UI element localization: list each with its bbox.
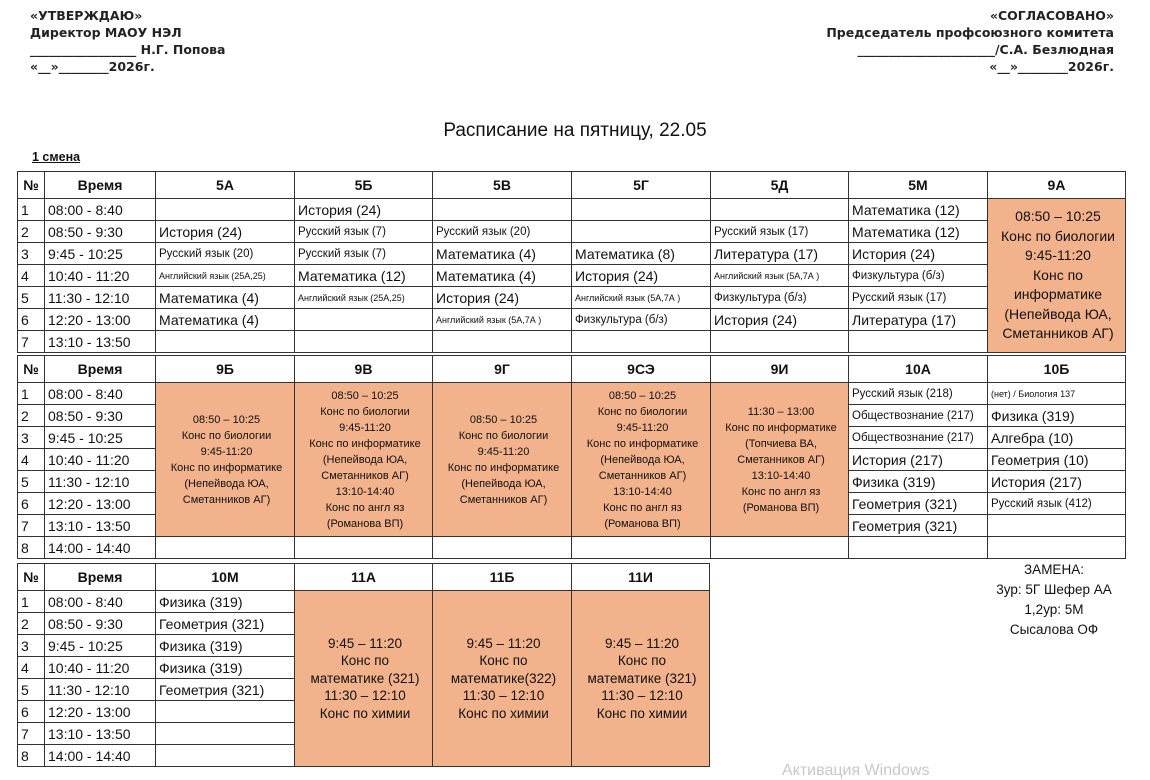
header-class: 5В — [433, 172, 572, 199]
lesson-cell: Русский язык (17) — [849, 287, 988, 309]
approve-title: «УТВЕРЖДАЮ» — [30, 8, 143, 23]
lesson-number: 4 — [18, 449, 45, 471]
lesson-cell: Русский язык (17) — [711, 221, 849, 243]
consultation-text: 9:45 – 11:20 Конс по математике (321) 11:30 – 12:10 Конс по химии — [587, 635, 697, 721]
lesson-cell: Физкультура (б/з) — [711, 287, 849, 309]
lesson-cell: История (24) — [711, 309, 849, 331]
lesson-time: 08:00 - 8:40 — [45, 591, 156, 613]
lesson-cell: Геометрия (10) — [988, 449, 1126, 471]
lesson-number: 6 — [18, 493, 45, 515]
lesson-cell — [156, 723, 295, 745]
lesson-cell: Математика (8) — [572, 243, 711, 265]
consultation-block-11i — [572, 591, 710, 767]
lesson-cell: Литература (17) — [849, 309, 988, 331]
lesson-time: 9:45 - 10:25 — [45, 427, 156, 449]
table-header-row — [18, 564, 710, 591]
lesson-cell: Русский язык (7) — [295, 221, 433, 243]
table-row — [18, 221, 1126, 243]
lesson-number: 5 — [18, 287, 45, 309]
lesson-cell: История (217) — [988, 471, 1126, 493]
consultation-text: 08:50 – 10:25 Конс по биологии 9:45-11:20 Конс по информатике (Непейвода ЮА, Сметанников АГ) — [170, 413, 283, 506]
replacement-line: 3ур: 5Г Шефер АА — [996, 582, 1112, 597]
lesson-number: 3 — [18, 427, 45, 449]
agree-title: «СОГЛАСОВАНО» — [989, 8, 1114, 23]
lesson-cell — [711, 199, 849, 221]
lesson-cell: История (217) — [849, 449, 988, 471]
lesson-number: 8 — [18, 537, 45, 559]
lesson-number: 4 — [18, 657, 45, 679]
consultation-block-9b — [156, 383, 295, 537]
lesson-time: 11:30 - 12:10 — [45, 679, 156, 701]
header-num: № — [18, 564, 45, 591]
lesson-cell: История (24) — [433, 287, 572, 309]
agree-block — [826, 7, 1114, 75]
lesson-number: 3 — [18, 243, 45, 265]
lesson-number: 5 — [18, 679, 45, 701]
lesson-cell: Физика (319) — [156, 591, 295, 613]
header-class: 10М — [156, 564, 295, 591]
lesson-time: 14:00 - 14:40 — [45, 537, 156, 559]
lesson-time: 9:45 - 10:25 — [45, 243, 156, 265]
consultation-text: 9:45 – 11:20 Конс по математике(322) 11:30 – 12:10 Конс по химии — [450, 635, 557, 721]
lesson-time: 08:50 - 9:30 — [45, 405, 156, 427]
lesson-time: 12:20 - 13:00 — [45, 493, 156, 515]
lesson-time: 10:40 - 11:20 — [45, 657, 156, 679]
header-num: № — [18, 172, 45, 199]
lesson-cell — [156, 331, 295, 353]
lesson-cell: Физика (319) — [156, 635, 295, 657]
table-row — [18, 265, 1126, 287]
table-row — [18, 331, 1126, 353]
lesson-cell: Математика (12) — [849, 221, 988, 243]
schedule-table-1 — [17, 171, 1126, 353]
lesson-cell: Русский язык (20) — [433, 221, 572, 243]
lesson-time: 13:10 - 13:50 — [45, 723, 156, 745]
lesson-cell: Математика (4) — [156, 287, 295, 309]
lesson-cell: Геометрия (321) — [156, 613, 295, 635]
table-header-row — [18, 172, 1126, 199]
lesson-number: 7 — [18, 515, 45, 537]
lesson-time: 10:40 - 11:20 — [45, 449, 156, 471]
activation-watermark: Активация Windows — [782, 762, 930, 779]
lesson-time: 12:20 - 13:00 — [45, 309, 156, 331]
lesson-time: 12:20 - 13:00 — [45, 701, 156, 723]
lesson-time: 13:10 - 13:50 — [45, 515, 156, 537]
consultation-block-9i — [711, 383, 849, 537]
lesson-cell — [156, 199, 295, 221]
header-class: 5А — [156, 172, 295, 199]
lesson-number: 2 — [18, 405, 45, 427]
lesson-number: 5 — [18, 471, 45, 493]
lesson-cell — [433, 537, 572, 559]
lesson-cell: Физкультура (б/з) — [849, 265, 988, 287]
lesson-cell — [988, 515, 1126, 537]
lesson-cell — [295, 537, 433, 559]
lesson-time: 08:50 - 9:30 — [45, 221, 156, 243]
header-class: 10Б — [988, 356, 1126, 383]
header-class: 5Б — [295, 172, 433, 199]
lesson-cell — [295, 331, 433, 353]
schedule-table-2 — [17, 355, 1126, 559]
lesson-cell: Обществознание (217) — [849, 427, 988, 449]
lesson-cell — [711, 331, 849, 353]
agree-date: «__»________2026г. — [989, 59, 1114, 74]
table-row — [18, 243, 1126, 265]
lesson-time: 9:45 - 10:25 — [45, 635, 156, 657]
replacement-title: ЗАМЕНА: — [1024, 562, 1084, 577]
lesson-cell — [433, 331, 572, 353]
table-row — [18, 287, 1126, 309]
consultation-block-11a — [295, 591, 433, 767]
consultation-block-9se — [572, 383, 711, 537]
lesson-number: 7 — [18, 331, 45, 353]
consultation-block-9a — [988, 199, 1126, 353]
lesson-number: 4 — [18, 265, 45, 287]
approve-date: «__»________2026г. — [30, 59, 155, 74]
shift-label: 1 смена — [32, 150, 81, 164]
lesson-cell: Английский язык (5А,7А ) — [572, 287, 711, 309]
agree-position: Председатель профсоюзного комитета — [826, 25, 1114, 40]
header-class: 5Г — [572, 172, 711, 199]
header-time: Время — [45, 564, 156, 591]
lesson-cell: Физика (319) — [988, 405, 1126, 427]
lesson-cell: Русский язык (20) — [156, 243, 295, 265]
lesson-cell: Алгебра (10) — [988, 427, 1126, 449]
table-row — [18, 309, 1126, 331]
lesson-number: 3 — [18, 635, 45, 657]
header-class: 10А — [849, 356, 988, 383]
lesson-number: 1 — [18, 591, 45, 613]
lesson-cell: (нет) / Биология 137 — [988, 383, 1126, 405]
lesson-cell: Физкультура (б/з) — [572, 309, 711, 331]
lesson-number: 2 — [18, 613, 45, 635]
lesson-number: 6 — [18, 701, 45, 723]
lesson-cell: Русский язык (412) — [988, 493, 1126, 515]
header-class: 11А — [295, 564, 433, 591]
table-header-row — [18, 356, 1126, 383]
consultation-text: 08:50 – 10:25 Конс по биологии 9:45-11:20 Конс по информатике (Непейвода ЮА, Сметанников АГ) — [1001, 208, 1115, 342]
lesson-cell — [156, 745, 295, 767]
approve-position: Директор МАОУ НЭЛ — [30, 25, 182, 40]
lesson-time: 11:30 - 12:10 — [45, 287, 156, 309]
lesson-time: 10:40 - 11:20 — [45, 265, 156, 287]
lesson-number: 6 — [18, 309, 45, 331]
lesson-cell: Литература (17) — [711, 243, 849, 265]
schedule-table-3 — [17, 563, 710, 767]
header-class: 9И — [711, 356, 849, 383]
lesson-cell: История (24) — [849, 243, 988, 265]
lesson-cell: Математика (4) — [433, 243, 572, 265]
lesson-cell — [156, 701, 295, 723]
lesson-cell: Геометрия (321) — [849, 515, 988, 537]
lesson-number: 7 — [18, 723, 45, 745]
lesson-cell — [295, 309, 433, 331]
consultation-text: 08:50 – 10:25 Конс по биологии 9:45-11:20 Конс по информатике (Непейвода ЮА, Сметанников АГ) 13:10-14:40 Конс по англ яз (Романова ВП) — [586, 389, 699, 530]
lesson-number: 8 — [18, 745, 45, 767]
lesson-cell: Математика (4) — [433, 265, 572, 287]
lesson-number: 2 — [18, 221, 45, 243]
lesson-cell: Английский язык (5А,7А ) — [711, 265, 849, 287]
header-time: Время — [45, 172, 156, 199]
consultation-block-9v — [295, 383, 433, 537]
consultation-text: 9:45 – 11:20 Конс по математике (321) 11:30 – 12:10 Конс по химии — [310, 635, 420, 721]
consultation-text: 08:50 – 10:25 Конс по биологии 9:45-11:20 Конс по информатике (Непейвода ЮА, Сметанников АГ) 13:10-14:40 Конс по англ яз (Романова ВП) — [309, 389, 421, 530]
agree-signature: ______________________/С.А. Безлюдная — [857, 42, 1114, 57]
lesson-cell — [572, 331, 711, 353]
replacement-line: 1,2ур: 5М — [1024, 602, 1084, 617]
header-class: 9В — [295, 356, 433, 383]
lesson-cell: Математика (4) — [156, 309, 295, 331]
consultation-text: 08:50 – 10:25 Конс по биологии 9:45-11:20 Конс по информатике (Непейвода ЮА, Сметанников АГ) — [447, 413, 560, 506]
header-class: 9СЭ — [572, 356, 711, 383]
lesson-cell: Математика (12) — [295, 265, 433, 287]
lesson-cell: Английский язык (5А,7А ) — [433, 309, 572, 331]
header-class: 9Г — [433, 356, 572, 383]
lesson-number: 1 — [18, 383, 45, 405]
table-row — [18, 383, 1126, 405]
lesson-cell: Обществознание (217) — [849, 405, 988, 427]
table-row — [18, 537, 1126, 559]
table-row — [18, 199, 1126, 221]
lesson-cell — [572, 537, 711, 559]
lesson-time: 11:30 - 12:10 — [45, 471, 156, 493]
consultation-block-9g — [433, 383, 572, 537]
approve-block — [30, 7, 226, 75]
lesson-cell: Английский язык (25А,25) — [156, 265, 295, 287]
lesson-cell: Геометрия (321) — [156, 679, 295, 701]
lesson-cell: Русский язык (218) — [849, 383, 988, 405]
lesson-cell: История (24) — [156, 221, 295, 243]
header-class: 11Б — [433, 564, 572, 591]
lesson-cell — [849, 537, 988, 559]
lesson-number: 1 — [18, 199, 45, 221]
header-class: 9А — [988, 172, 1126, 199]
replacement-line: Сысалова ОФ — [1009, 622, 1099, 637]
lesson-cell: История (24) — [295, 199, 433, 221]
lesson-cell — [572, 199, 711, 221]
lesson-time: 08:00 - 8:40 — [45, 199, 156, 221]
page-title: Расписание на пятницу, 22.05 — [443, 120, 707, 141]
header-class: 9Б — [156, 356, 295, 383]
header-time: Время — [45, 356, 156, 383]
lesson-time: 13:10 - 13:50 — [45, 331, 156, 353]
lesson-time: 14:00 - 14:40 — [45, 745, 156, 767]
lesson-time: 08:00 - 8:40 — [45, 383, 156, 405]
lesson-cell — [849, 331, 988, 353]
approve-signature: _________________ Н.Г. Попова — [30, 42, 226, 57]
lesson-cell: Математика (12) — [849, 199, 988, 221]
lesson-cell: Физика (319) — [849, 471, 988, 493]
header-num: № — [18, 356, 45, 383]
lesson-time: 08:50 - 9:30 — [45, 613, 156, 635]
header-class: 5М — [849, 172, 988, 199]
header-class: 5Д — [711, 172, 849, 199]
lesson-cell: Русский язык (7) — [295, 243, 433, 265]
lesson-cell — [711, 537, 849, 559]
consultation-block-11b — [433, 591, 572, 767]
lesson-cell — [988, 537, 1126, 559]
header-class: 11И — [572, 564, 710, 591]
lesson-cell: Физика (319) — [156, 657, 295, 679]
lesson-cell: Английский язык (25А,25) — [295, 287, 433, 309]
lesson-cell: История (24) — [572, 265, 711, 287]
lesson-cell — [156, 537, 295, 559]
replacement-note — [984, 560, 1124, 640]
lesson-cell — [572, 221, 711, 243]
lesson-cell — [433, 199, 572, 221]
lesson-cell: Геометрия (321) — [849, 493, 988, 515]
consultation-text: 11:30 – 13:00 Конс по информатике (Топчиева ВА, Сметанников АГ) 13:10-14:40 Конс по англ яз (Романова ВП) — [725, 405, 837, 514]
table-row — [18, 591, 710, 613]
